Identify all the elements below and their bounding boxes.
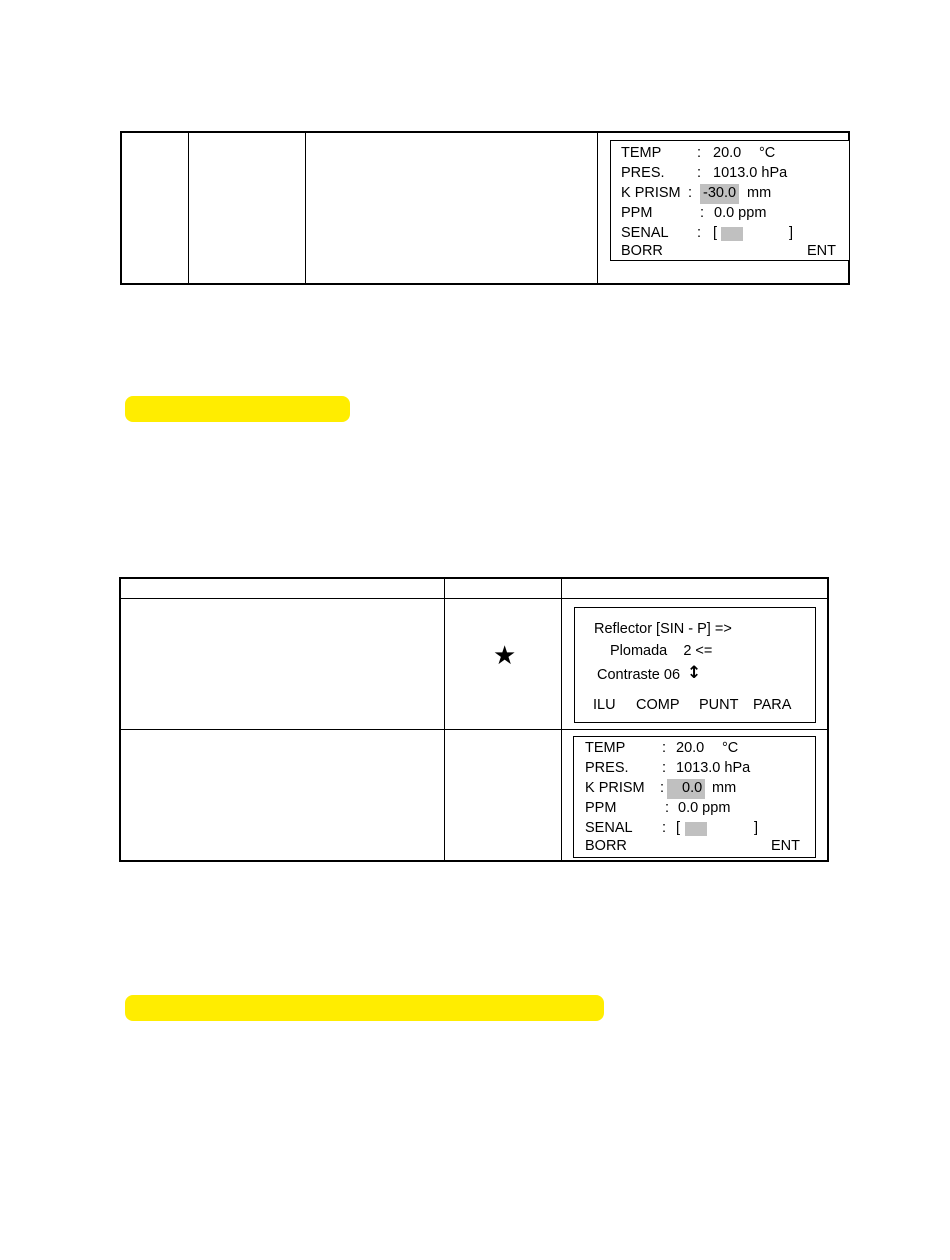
softkey-row (611, 242, 849, 262)
ilu-softkey[interactable]: ILU (593, 697, 616, 713)
column-divider (188, 133, 189, 283)
table-2 (119, 577, 829, 862)
up-down-arrow-icon: ↕ (687, 663, 702, 683)
reflector-line: Reflector [SIN - P] => (594, 621, 732, 637)
header-row-divider (121, 598, 827, 599)
signal-strength-bar (721, 227, 743, 241)
column-divider (561, 579, 562, 860)
temp-row (574, 739, 815, 759)
bracket: ] (754, 820, 759, 836)
signal-strength-bar (685, 822, 707, 836)
reflector-row (575, 620, 815, 640)
temp-value: 20.0 (676, 740, 705, 756)
temp-unit: °C (722, 740, 739, 756)
ppm-row (574, 799, 815, 819)
temp-row (611, 144, 849, 164)
borr-softkey[interactable]: BORR (585, 838, 627, 854)
column-divider (444, 579, 445, 860)
ppm-value: 0.0 ppm (678, 800, 731, 816)
ent-softkey[interactable]: ENT (807, 243, 836, 259)
ppm-row (611, 204, 849, 224)
lcd-screen-star-menu (574, 607, 816, 723)
bracket: [ (713, 225, 718, 241)
column-divider (305, 133, 306, 283)
kprism-value-field[interactable]: -30.0 (700, 184, 739, 204)
senal-label: SENAL (585, 820, 633, 836)
separator: : (665, 800, 670, 816)
bracket: [ (676, 820, 681, 836)
separator: : (697, 225, 702, 241)
plomada-line: Plomada 2 <= (610, 643, 713, 659)
heading-highlight-2 (125, 995, 604, 1021)
temp-unit: °C (759, 145, 776, 161)
separator: : (697, 145, 702, 161)
kprism-value-field[interactable]: 0.0 (667, 779, 705, 799)
lcd-screen-atmospheric (610, 140, 850, 261)
temp-value: 20.0 (713, 145, 742, 161)
kprism-label: K PRISM (585, 780, 645, 796)
separator: : (662, 760, 667, 776)
softkey-row (575, 696, 815, 716)
separator: : (700, 205, 705, 221)
separator: : (688, 185, 693, 201)
separator: : (662, 820, 667, 836)
ent-softkey[interactable]: ENT (771, 838, 800, 854)
kprism-unit: mm (712, 780, 737, 796)
contraste-row (575, 663, 815, 686)
senal-row (574, 819, 815, 839)
plomada-row (575, 642, 815, 662)
contraste-line: Contraste 06 (597, 667, 681, 683)
pres-label: PRES. (621, 165, 665, 181)
punt-softkey[interactable]: PUNT (699, 697, 739, 713)
temp-label: TEMP (585, 740, 626, 756)
ppm-label: PPM (585, 800, 617, 816)
bracket: ] (789, 225, 794, 241)
table-1 (120, 131, 850, 285)
pres-value: 1013.0 hPa (676, 760, 751, 776)
separator: : (697, 165, 702, 181)
pres-row (611, 164, 849, 184)
ppm-label: PPM (621, 205, 653, 221)
kprism-unit: mm (747, 185, 772, 201)
ppm-value: 0.0 ppm (714, 205, 767, 221)
pres-value: 1013.0 hPa (713, 165, 788, 181)
borr-softkey[interactable]: BORR (621, 243, 663, 259)
pres-row (574, 759, 815, 779)
separator: : (660, 780, 665, 796)
temp-label: TEMP (621, 145, 662, 161)
softkey-row (574, 837, 815, 857)
senal-row (611, 224, 849, 244)
star-key-icon: ★ (493, 641, 517, 671)
lcd-screen-atmospheric-reset (573, 736, 816, 858)
comp-softkey[interactable]: COMP (636, 697, 680, 713)
senal-label: SENAL (621, 225, 669, 241)
pres-label: PRES. (585, 760, 629, 776)
row-divider (121, 729, 827, 730)
kprism-row (611, 184, 849, 204)
kprism-label: K PRISM (621, 185, 681, 201)
heading-highlight-1 (125, 396, 350, 422)
separator: : (662, 740, 667, 756)
kprism-row (574, 779, 815, 799)
para-softkey[interactable]: PARA (753, 697, 792, 713)
column-divider (597, 133, 598, 283)
